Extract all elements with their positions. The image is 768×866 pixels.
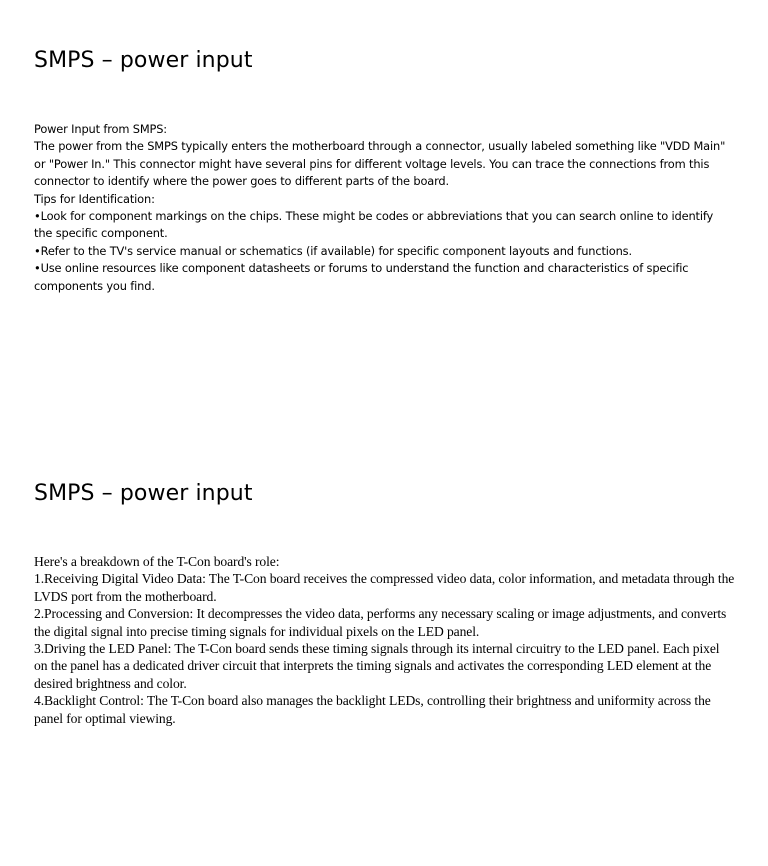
paragraph-tip-service-manual: •Refer to the TV's service manual or schematics (if available) for specific component layouts and functions. bbox=[34, 243, 632, 258]
paragraph-power-input-description: The power from the SMPS typically enters the motherboard through a connector, usually labeled something like "VDD Main" or "Power In." This connector might have several pins for different voltage levels. You can trace the connections from this connector to identify where the power goes to different parts of the board. bbox=[34, 139, 726, 189]
paragraph-tcon-intro: Here's a breakdown of the T-Con board's role: bbox=[34, 554, 280, 569]
slide-2 bbox=[0, 433, 768, 866]
slide-title: SMPS – power input bbox=[34, 481, 253, 506]
paragraph-tips-heading: Tips for Identification: bbox=[34, 191, 155, 206]
paragraph-tip-markings: •Look for component markings on the chips. These might be codes or abbreviations that you can search online to identify the specific component. bbox=[34, 209, 714, 241]
paragraph-tcon-processing: 2.Processing and Conversion: It decompresses the video data, performs any necessary scaling or image adjustments, and converts the digital signal into precise timing signals for individual pixels on the LED panel. bbox=[34, 606, 727, 639]
slide-title: SMPS – power input bbox=[34, 48, 253, 73]
slide-body bbox=[34, 553, 736, 727]
paragraph-tcon-receiving: 1.Receiving Digital Video Data: The T-Con board receives the compressed video data, color information, and metadata through the LVDS port from the motherboard. bbox=[34, 571, 735, 604]
paragraph-tip-online-resources: •Use online resources like component datasheets or forums to understand the function and characteristics of specific components you find. bbox=[34, 261, 689, 293]
slide-body bbox=[34, 121, 734, 295]
paragraph-tcon-driving: 3.Driving the LED Panel: The T-Con board sends these timing signals through its internal circuitry to the LED panel. Each pixel on the panel has a dedicated driver circuit that interprets the timing signals and activates the corresponding LED element at the desired brightness and color. bbox=[34, 641, 720, 691]
paragraph-tcon-backlight: 4.Backlight Control: The T-Con board also manages the backlight LEDs, controlling their brightness and uniformity across the panel for optimal viewing. bbox=[34, 693, 711, 726]
paragraph-power-input-heading: Power Input from SMPS: bbox=[34, 122, 167, 136]
